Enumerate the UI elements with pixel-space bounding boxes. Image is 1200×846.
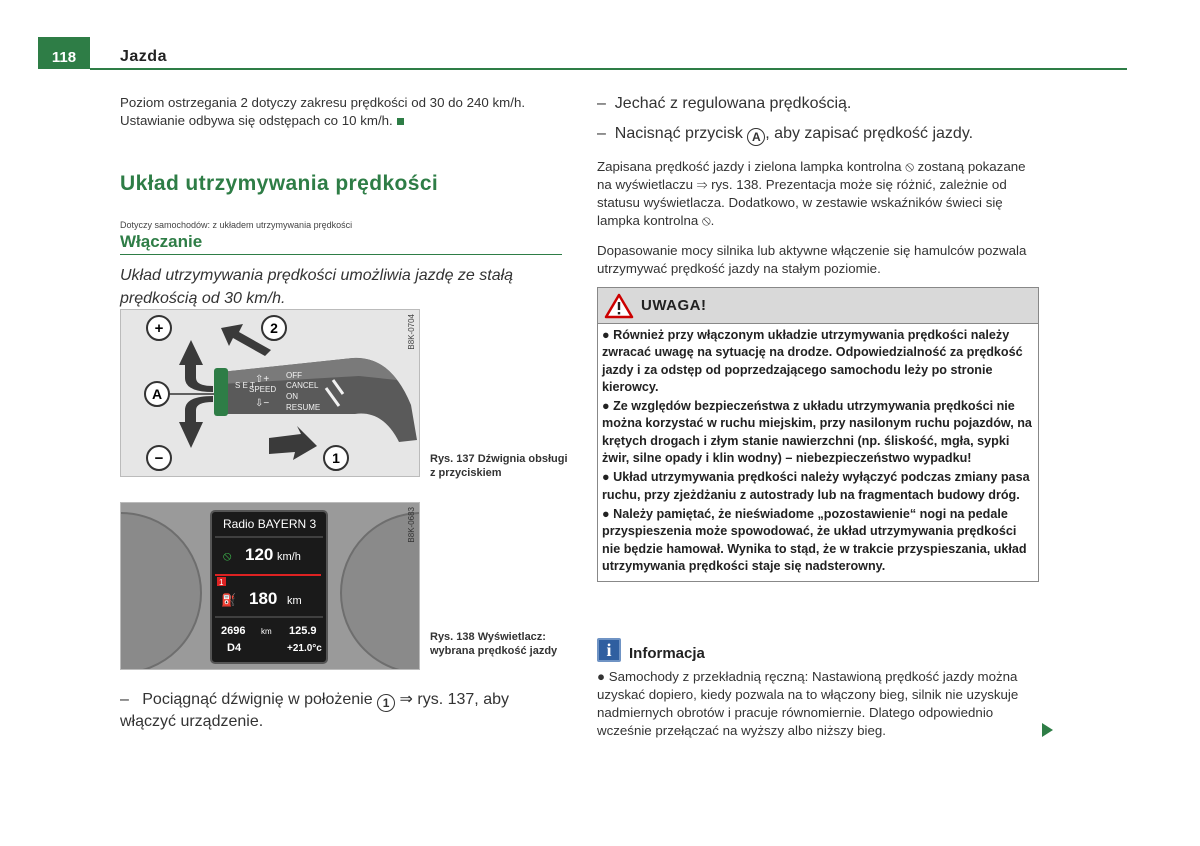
stalk-illustration [121, 310, 420, 477]
warning-triangle-icon [604, 293, 634, 319]
display-range: 180 [249, 589, 278, 608]
label-a: A [151, 386, 163, 402]
display-range-unit: km [287, 595, 302, 607]
step-text-after: ⇒ rys. 137, aby włączyć urządzenie. [120, 691, 509, 730]
step-dash: – [120, 691, 129, 708]
stalk-set-label: S E T [235, 381, 255, 390]
stalk-on-label: ON [286, 392, 298, 401]
display-set-speed-unit: km/h [277, 551, 301, 563]
stalk-cancel-label: CANCEL [286, 381, 319, 390]
stalk-up-label: ⇧+ [255, 374, 270, 385]
header-rule [90, 68, 1127, 70]
set-button-green [214, 368, 228, 416]
warning-item: ● Ze względów bezpieczeństwa z układu utrzymywania prędkości nie można korzystać w ruchu miejskim, przy nasilonym ruchu pojazdów, na krętych drogach i złym stanie nawierzchni (np. śliskość, mgła, sypki żwir, silne opady i klin wodny) – niebezpieczeństwo wypadku! [602, 399, 1032, 466]
display-set-speed: 120 [245, 545, 274, 564]
figure-138-code: B8K-0683 [407, 507, 416, 543]
warning-item: ● Układ utrzymywania prędkości należy wyłączyć podczas zmiany pasa ruchu, przy zjeżdżaniu z autostrady lub na fragmentach budowy dróg. [602, 470, 1030, 502]
figure-138-caption: Rys. 138 Wyświetlacz: wybrana prędkość jazdy [430, 631, 558, 657]
paragraph-display: Zapisana prędkość jazdy i zielona lampka kontrolna ⦸ zostaną pokazane na wyświetlaczu ⇒ rys. 138. Prezentacja może się różnić, zależnie od statusu wyświetlacza. Dodatkowo, w zestawie wskaźników świeci się lampka kontrolna ⦸. [597, 159, 1026, 228]
warning-box [597, 287, 1039, 582]
stalk-off-label: OFF [286, 371, 302, 380]
step-text-before: Pociągnąć dźwignię w położenie [142, 691, 373, 708]
position-1-marker: 1 [377, 694, 395, 712]
label-minus: − [154, 450, 164, 467]
stalk-down-label: ⇩− [255, 398, 270, 409]
right-column [597, 94, 1039, 278]
label-two: 2 [270, 320, 278, 336]
figure-138-display [120, 502, 420, 670]
display-gear: D4 [227, 642, 242, 654]
info-box [597, 638, 1039, 740]
display-odo: 2696 [221, 625, 246, 637]
warning-item: ● Należy pamiętać, że nieświadome „pozostawienie“ nogi na pedale przyspieszenia może spowodować, że układ utrzymywania prędkości nie będzie hamował. Wynika to stąd, że w trakcie przyspieszania, układ utrzymywania prędkości staje się nadsterowny. [602, 506, 1027, 573]
chapter-title: Jazda [120, 48, 167, 65]
label-one: 1 [332, 450, 340, 466]
end-of-section-icon [397, 118, 404, 125]
info-header [597, 638, 1039, 662]
warning-title: UWAGA! [641, 297, 707, 314]
figure-137-code: B8K-0704 [407, 314, 416, 350]
button-a-marker: A [747, 128, 765, 146]
display-marker: 1 [219, 578, 224, 587]
figure-137-caption: Rys. 137 Dźwignia obsługi z przyciskiem [430, 453, 568, 479]
display-temp: +21.0°c [287, 643, 322, 654]
info-text: ● Samochody z przekładnią ręczną: Nastawioną prędkość jazdy można uzyskać dopiero, kiedy pozwala na to włączony bieg, silnik nie uzyskuje nadmiernych obrotów i pracuje równomiernie. Dlatego odpowiednio wcześnie przełączać na wyższy albo niższy bieg. [597, 669, 1019, 738]
intro-paragraph: Poziom ostrzegania 2 dotyczy zakresu prędkości od 30 do 240 km/h. Ustawianie odbywa się odstępach co 10 km/h. [120, 95, 526, 128]
paragraph-engine: Dopasowanie mocy silnika lub aktywne włączenie się hamulców pozwala utrzymywać prędkość jazdy na stałym poziomie. [597, 243, 1027, 276]
subsection-title: Włączanie [120, 232, 562, 255]
continue-arrow-icon [1042, 723, 1053, 737]
warning-body [598, 324, 1038, 581]
info-icon: i [597, 638, 621, 662]
display-odo-unit: km [261, 627, 272, 636]
display-trip: 125.9 [289, 625, 317, 637]
warning-header [598, 288, 1038, 324]
stalk-resume-label: RESUME [286, 403, 321, 412]
section-title: Układ utrzymywania prędkości [120, 172, 439, 195]
speed-control-icon: ⦸ [223, 548, 232, 563]
cluster-display-illustration [121, 503, 420, 670]
left-column [120, 94, 562, 310]
page-number: 118 [38, 37, 90, 69]
stalk-speed-label: SPEED [249, 385, 277, 394]
warning-item: ● Również przy włączonym układzie utrzymywania prędkości należy zwracać uwagę na sytuację na drodze. Odpowiedzialność za prędkość jazdy i za odstęp od poprzedzającego samochodu leży po stronie kierowcy. [602, 328, 1023, 394]
step-pull-lever [120, 690, 562, 732]
step-drive: – Jechać z regulowana prędkością. [597, 95, 852, 112]
applies-to-note: Dotyczy samochodów: z układem utrzymywania prędkości [120, 220, 353, 230]
intro-italic: Układ utrzymywania prędkości umożliwia jazdę ze stałą prędkością od 30 km/h. [120, 267, 514, 307]
step-press-button: – Nacisnąć przycisk A , aby zapisać prędkość jazdy. [597, 125, 974, 144]
label-plus: + [154, 320, 164, 337]
fuel-icon: ⛽ [221, 593, 236, 607]
info-title: Informacja [629, 645, 705, 662]
figure-137-stalk [120, 309, 420, 477]
display-station: Radio BAYERN 3 [223, 517, 317, 531]
